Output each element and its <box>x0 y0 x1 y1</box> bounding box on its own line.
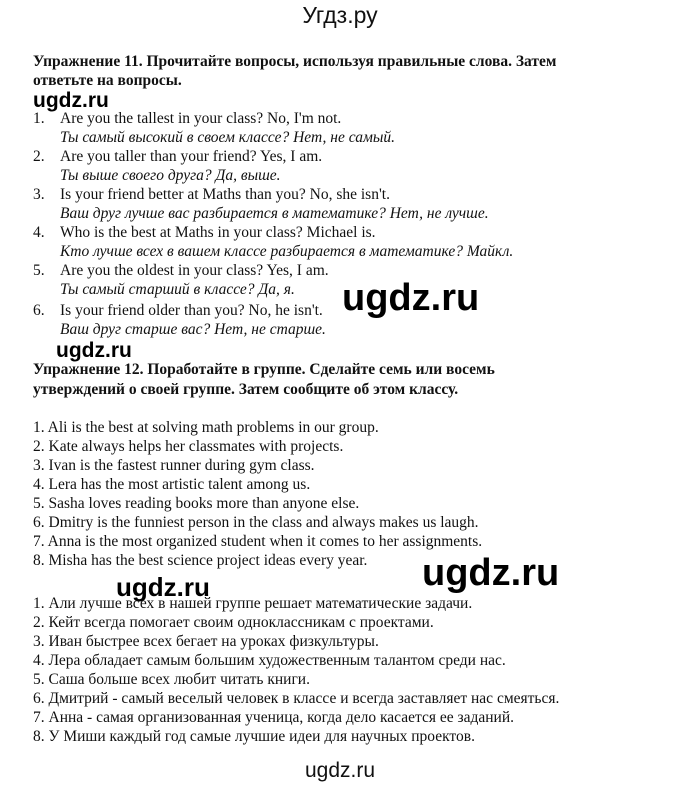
ex12-russian-line: 4. Лера обладает самым большим художественным талантом среди нас. <box>33 652 506 669</box>
ex12-english-line: 5. Sasha loves reading books more than anyone else. <box>33 495 360 512</box>
watermark: ugdz.ru <box>116 572 210 602</box>
watermark: ugdz.ru <box>342 277 480 319</box>
ex11-english-line: Are you the oldest in your class? Yes, I am. <box>60 262 329 279</box>
site-title: Угдз.ру <box>302 2 378 28</box>
ex11-russian-line: Ты самый высокий в своем классе? Нет, не самый. <box>60 129 395 146</box>
ex11-russian-line: Кто лучше всех в вашем классе разбирается в математике? Майкл. <box>60 243 514 260</box>
ex11-russian-line: Ваш друг лучше вас разбирается в математике? Нет, не лучше. <box>60 205 489 222</box>
ex11-item-number: 2. <box>33 148 45 165</box>
ex12-english-line: 2. Kate always helps her classmates with projects. <box>33 438 344 455</box>
ex12-english-line: 7. Anna is the most organized student when it comes to her assignments. <box>33 533 483 550</box>
ex11-english-line: Are you taller than your friend? Yes, I am. <box>60 148 323 165</box>
exercise-11-heading-line-2: ответьте на вопросы. <box>33 72 182 89</box>
ex12-russian-line: 5. Саша больше всех любит читать книги. <box>33 671 310 688</box>
watermark: ugdz.ru <box>33 89 109 112</box>
footer-watermark: ugdz.ru <box>304 759 376 782</box>
exercise-11-heading-line-1: Упражнение 11. Прочитайте вопросы, используя правильные слова. Затем <box>33 53 557 70</box>
ex12-english-line: 3. Ivan is the fastest runner during gym class. <box>33 457 315 474</box>
exercise-12-heading-line-1: Упражнение 12. Поработайте в группе. Сделайте семь или восемь <box>33 361 495 378</box>
ex12-russian-line: 1. Али лучше всех в нашей группе решает математические задачи. <box>33 595 473 612</box>
ex11-english-line: Are you the tallest in your class? No, I'm not. <box>60 110 342 127</box>
ex12-russian-line: 2. Кейт всегда помогает своим одноклассникам с проектами. <box>33 614 434 631</box>
ex11-item-number: 3. <box>33 186 45 203</box>
ex12-russian-line: 8. У Миши каждый год самые лучшие идеи для научных проектов. <box>33 728 475 745</box>
ex11-english-line: Is your friend better at Maths than you? No, she isn't. <box>60 186 390 203</box>
ex12-russian-line: 6. Дмитрий - самый веселый человек в классе и всегда заставляет нас смеяться. <box>33 690 560 707</box>
ex12-english-line: 6. Dmitry is the funniest person in the class and always makes us laugh. <box>33 514 479 531</box>
ex11-english-line: Is your friend older than you? No, he isn't. <box>60 302 323 319</box>
ex11-item-number: 6. <box>33 302 45 319</box>
ex12-english-line: 8. Misha has the best science project ideas every year. <box>33 552 368 569</box>
ex11-item-number: 1. <box>33 110 45 127</box>
watermark: ugdz.ru <box>56 339 132 362</box>
exercise-12-heading-line-2: утверждений о своей группе. Затем сообщите об этом классу. <box>33 381 459 398</box>
ex11-russian-line: Ты самый старший в классе? Да, я. <box>60 281 295 298</box>
ex11-russian-line: Ты выше своего друга? Да, выше. <box>60 167 281 184</box>
ex11-english-line: Who is the best at Maths in your class? Michael is. <box>60 224 376 241</box>
ex12-russian-line: 7. Анна - самая организованная ученица, когда дело касается ее заданий. <box>33 709 514 726</box>
ex12-english-line: 4. Lera has the most artistic talent among us. <box>33 476 311 493</box>
ex12-russian-line: 3. Иван быстрее всех бегает на уроках физкультуры. <box>33 633 379 650</box>
ex11-russian-line: Ваш друг старше вас? Нет, не старше. <box>60 321 326 338</box>
ex12-english-line: 1. Ali is the best at solving math problems in our group. <box>33 419 379 436</box>
watermark: ugdz.ru <box>422 552 560 594</box>
ex11-item-number: 5. <box>33 262 45 279</box>
ex11-item-number: 4. <box>33 224 45 241</box>
